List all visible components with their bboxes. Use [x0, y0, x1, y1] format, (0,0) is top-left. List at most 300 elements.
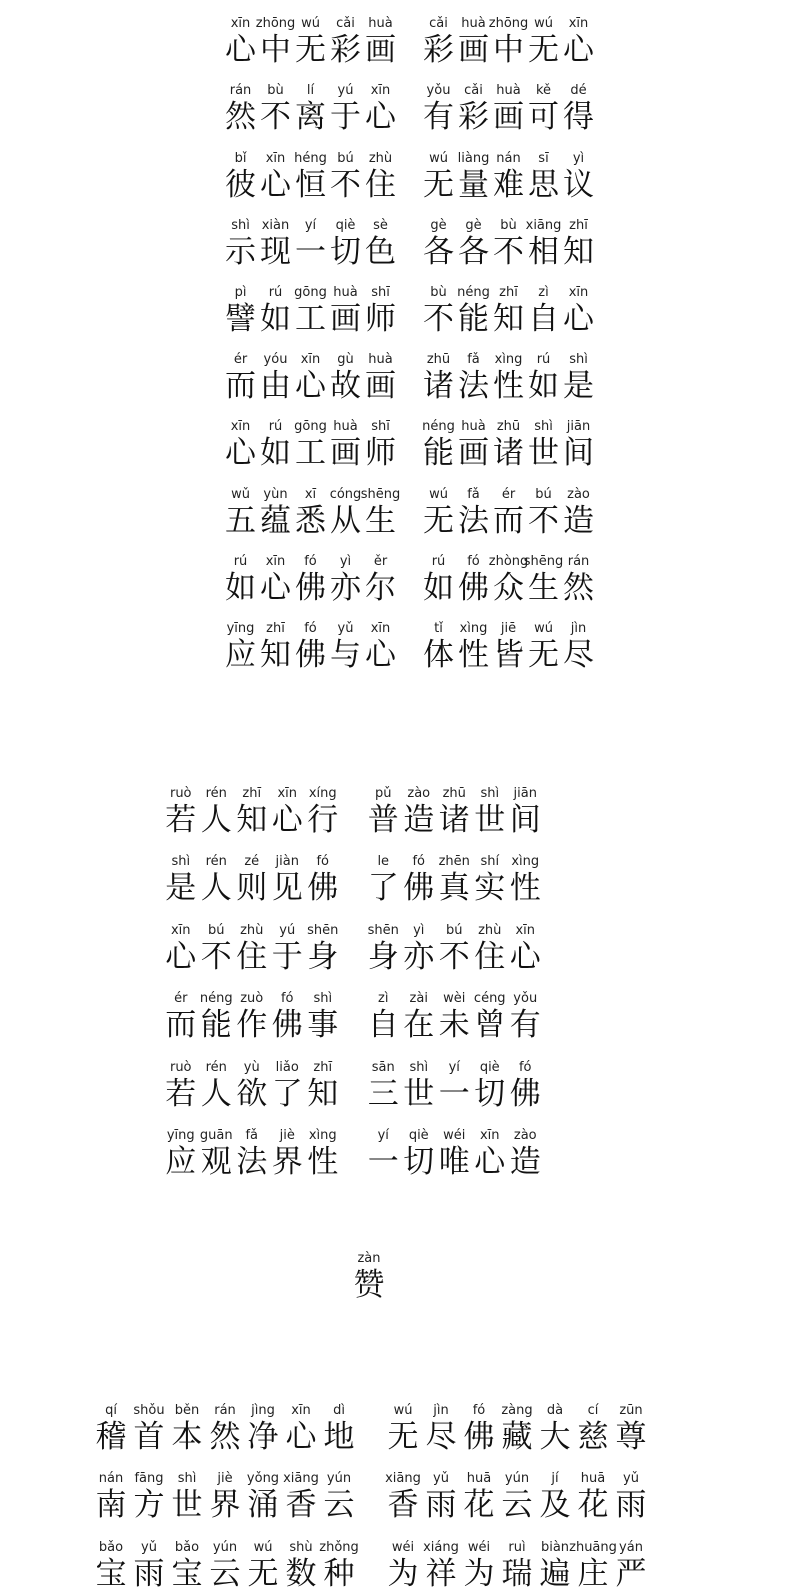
hanzi: 稽 [95, 1418, 127, 1455]
pinyin: fó [412, 854, 426, 869]
verse-phrase [163, 787, 341, 839]
hanzi: 知 [307, 1075, 339, 1112]
pinyin: xíng [308, 785, 337, 801]
verse-phrase [384, 1404, 650, 1456]
hanzi: 了 [367, 870, 399, 906]
hanzi: 地 [323, 1418, 355, 1455]
hanzi: 及 [539, 1487, 571, 1523]
hanzi: 彩 [330, 32, 361, 69]
verse-phrase [366, 992, 544, 1044]
pinyin: sè [373, 217, 388, 233]
pinyin: fó [304, 553, 317, 569]
hanzi: 心 [225, 32, 256, 69]
hanzi: 故 [330, 368, 361, 405]
pinyin: gōng [294, 284, 327, 300]
verse-char [223, 622, 258, 674]
hanzi: 佛 [271, 1007, 303, 1043]
verse-char [574, 1404, 612, 1456]
verse-line [163, 1044, 543, 1113]
verse-char [223, 286, 258, 338]
verse-char [526, 353, 561, 405]
pinyin: guān [199, 1128, 233, 1143]
verse-char [526, 622, 561, 674]
verse-char [491, 219, 526, 271]
hanzi: 为 [387, 1555, 419, 1592]
verse-char [401, 1129, 437, 1181]
verse-line [163, 907, 543, 976]
verse-char [305, 787, 341, 839]
verse-phrase [421, 219, 596, 271]
pinyin: běn [174, 1402, 200, 1418]
verse-phrase [421, 286, 596, 338]
pinyin: xiāng [525, 217, 562, 233]
pinyin: dì [333, 1402, 345, 1418]
verse-char [293, 84, 328, 136]
pinyin: ěr [373, 553, 388, 569]
hanzi: 知 [493, 300, 524, 337]
verse-char [328, 219, 363, 271]
verse-char [163, 1129, 199, 1181]
pinyin: nán [98, 1471, 124, 1486]
verse-char [366, 1061, 402, 1113]
hanzi: 与 [330, 636, 361, 673]
verse-char [612, 1404, 650, 1456]
verse-line [223, 405, 596, 472]
hanzi: 心 [295, 368, 326, 405]
verse-phrase [223, 353, 398, 405]
hanzi: 身 [307, 938, 339, 975]
hanzi: 了 [271, 1075, 303, 1112]
hanzi: 然 [225, 99, 256, 136]
verse-char [456, 286, 491, 338]
hanzi: 涌 [247, 1487, 279, 1523]
pinyin: zhōng [255, 16, 296, 32]
pinyin: rén [205, 785, 227, 801]
hanzi: 无 [247, 1555, 279, 1592]
hanzi: 知 [236, 801, 268, 838]
verse-char [328, 84, 363, 136]
pinyin: néng [199, 991, 233, 1006]
verse-char [258, 152, 293, 204]
hanzi: 工 [295, 300, 326, 337]
verse-char [168, 1541, 206, 1593]
hanzi: 尽 [425, 1418, 457, 1455]
hanzi: 界 [209, 1487, 241, 1523]
hanzi: 花 [463, 1487, 495, 1523]
pinyin: xìng [459, 620, 488, 636]
verse-phrase [421, 17, 596, 69]
verse-stanza-2 [163, 770, 543, 1181]
verse-phrase [366, 1061, 544, 1113]
pinyin: yóu [263, 352, 288, 368]
pinyin: gù [337, 352, 354, 368]
verse-char [293, 286, 328, 338]
verse-char [163, 924, 199, 976]
hanzi: 如 [528, 368, 559, 405]
hanzi: 离 [295, 99, 326, 136]
verse-char [282, 1541, 320, 1593]
verse-char [421, 353, 456, 405]
pinyin: yīng [226, 620, 255, 636]
verse-char [328, 488, 363, 540]
hanzi: 知 [260, 636, 291, 673]
verse-phrase [223, 555, 398, 607]
pinyin: shì [177, 1471, 197, 1486]
pinyin: rán [214, 1402, 236, 1418]
hanzi: 一 [295, 233, 326, 270]
hanzi: 现 [260, 233, 291, 270]
hanzi: 住 [236, 938, 268, 975]
hanzi: 心 [260, 569, 291, 606]
verse-phrase [163, 1061, 341, 1113]
verse-char [223, 353, 258, 405]
verse-char [270, 1061, 306, 1113]
hanzi: 可 [528, 99, 559, 136]
verse-char [472, 855, 508, 907]
verse-char [320, 1472, 358, 1524]
verse-char [498, 1541, 536, 1593]
verse-char [508, 924, 544, 976]
hanzi: 有 [423, 99, 454, 136]
verse-char [363, 622, 398, 674]
verse-char [526, 152, 561, 204]
verse-char [460, 1404, 498, 1456]
pinyin: zhū [442, 785, 466, 801]
pinyin: rén [205, 1059, 227, 1075]
pinyin: xìng [494, 352, 523, 368]
verse-char [168, 1404, 206, 1456]
verse-char [234, 924, 270, 976]
pinyin: wèi [443, 991, 466, 1006]
hanzi: 性 [493, 368, 524, 405]
verse-char [293, 420, 328, 472]
hanzi: 庄 [577, 1555, 609, 1592]
verse-char [258, 488, 293, 540]
hanzi: 雨 [615, 1487, 647, 1523]
hanzi: 而 [225, 368, 256, 405]
verse-stanza-1 [223, 2, 596, 674]
verse-char [491, 84, 526, 136]
hanzi: 三 [367, 1075, 399, 1112]
verse-char [328, 286, 363, 338]
pinyin: gè [465, 217, 482, 233]
hanzi: 佛 [295, 569, 326, 606]
pinyin: zhī [569, 217, 588, 233]
hanzi: 于 [330, 99, 361, 136]
hanzi: 不 [330, 166, 361, 203]
hanzi: 首 [133, 1418, 165, 1455]
verse-char [363, 17, 398, 69]
verse-char [561, 84, 596, 136]
pinyin: zhū [426, 352, 451, 368]
verse-char [320, 1404, 358, 1456]
pinyin: wú [534, 620, 553, 636]
hanzi: 种 [323, 1555, 355, 1592]
verse-char [328, 152, 363, 204]
pinyin: bǎo [174, 1539, 200, 1555]
verse-char [328, 353, 363, 405]
pinyin: zào [513, 1128, 537, 1143]
verse-phrase [223, 486, 401, 540]
verse-line [223, 607, 596, 674]
pinyin: tǐ [434, 620, 443, 636]
hanzi: 无 [423, 502, 454, 539]
pinyin: huà [461, 16, 486, 32]
hanzi: 心 [271, 801, 303, 838]
hanzi: 知 [563, 233, 594, 270]
verse-char [258, 353, 293, 405]
pinyin: yí [448, 1059, 460, 1075]
verse-char [421, 420, 456, 472]
hanzi: 不 [260, 99, 291, 136]
pinyin: qiè [408, 1128, 429, 1143]
pinyin: fó [467, 553, 480, 569]
verse-char [422, 1472, 460, 1524]
pinyin: fó [472, 1402, 486, 1418]
verse-char [199, 1129, 235, 1181]
hanzi: 无 [295, 32, 326, 69]
hanzi: 自 [367, 1007, 399, 1043]
pinyin: shì [313, 991, 333, 1006]
pinyin: dà [546, 1402, 564, 1418]
pinyin: jiè [279, 1128, 295, 1143]
pinyin: shì [480, 785, 500, 801]
verse-char [569, 1539, 617, 1593]
verse-phrase [384, 1541, 650, 1593]
hanzi: 中 [260, 32, 291, 69]
hanzi: 花 [577, 1487, 609, 1523]
verse-char [491, 353, 526, 405]
hanzi: 世 [403, 1075, 435, 1112]
hanzi: 性 [458, 636, 489, 673]
pinyin: bù [430, 284, 447, 300]
verse-char [270, 1129, 306, 1181]
verse-char [456, 152, 491, 204]
verse-char [293, 17, 328, 69]
verse-char [561, 152, 596, 204]
verse-char [491, 152, 526, 204]
pinyin: yì [413, 922, 425, 938]
pinyin: shēn [367, 922, 399, 938]
pinyin: cǎi [429, 16, 448, 32]
verse-char [223, 488, 258, 540]
pinyin: yún [212, 1539, 238, 1555]
pinyin: zhī [266, 620, 285, 636]
pinyin: jí [551, 1471, 559, 1486]
verse-char [305, 924, 341, 976]
verse-char [305, 992, 341, 1044]
verse-char [293, 622, 328, 674]
pinyin: zhuāng [569, 1539, 617, 1555]
pinyin: wéi [443, 1128, 466, 1143]
pinyin: jiàn [275, 854, 299, 869]
pinyin: zhī [499, 284, 518, 300]
pinyin: rú [536, 352, 551, 368]
hanzi: 不 [528, 502, 559, 539]
hanzi: 画 [493, 99, 524, 136]
pinyin: yǔ [623, 1471, 639, 1486]
hanzi: 住 [474, 938, 506, 975]
verse-char [223, 152, 258, 204]
hanzi: 画 [458, 32, 489, 69]
verse-line [163, 976, 543, 1045]
verse-char [206, 1541, 244, 1593]
verse-char [328, 555, 363, 607]
hanzi: 世 [528, 435, 559, 472]
verse-line [223, 540, 596, 607]
hanzi: 观 [200, 1144, 232, 1180]
verse-char [421, 555, 456, 607]
pinyin: cóng [329, 486, 362, 502]
verse-char [421, 488, 456, 540]
pinyin: xiāng [283, 1471, 319, 1486]
pinyin: rú [431, 553, 446, 569]
hanzi: 于 [271, 938, 303, 975]
hanzi: 心 [563, 300, 594, 337]
verse-char [401, 1061, 437, 1113]
pinyin: rú [268, 284, 283, 300]
hanzi: 本 [171, 1418, 203, 1455]
hanzi: 如 [260, 435, 291, 472]
hanzi: 云 [323, 1487, 355, 1523]
verse-char [488, 16, 529, 69]
pinyin: shēng [360, 486, 401, 502]
verse-char [456, 622, 491, 674]
pinyin: xīn [265, 150, 286, 166]
pinyin: wú [429, 486, 448, 502]
verse-phrase [421, 353, 596, 405]
verse-char [421, 17, 456, 69]
hanzi: 量 [458, 166, 489, 203]
verse-char [612, 1541, 650, 1593]
verse-phrase [366, 787, 544, 839]
hanzi: 若 [165, 801, 197, 838]
pinyin: xīn [568, 16, 589, 32]
verse-char [305, 1129, 341, 1181]
hanzi: 世 [171, 1487, 203, 1523]
verse-line [223, 472, 596, 539]
verse-char [223, 84, 258, 136]
verse-char [456, 488, 491, 540]
verse-char [472, 1061, 508, 1113]
hanzi: 佛 [463, 1418, 495, 1455]
pinyin: zuò [240, 991, 264, 1006]
hanzi: 方 [133, 1487, 165, 1523]
verse-phrase [223, 622, 398, 674]
verse-char [206, 1472, 244, 1524]
verse-char [270, 787, 306, 839]
hanzi: 佛 [307, 870, 339, 906]
pinyin: huā [580, 1471, 606, 1486]
verse-char [244, 1472, 282, 1524]
verse-char [456, 420, 491, 472]
pinyin: bú [446, 922, 463, 938]
pinyin: shì [231, 217, 250, 233]
hanzi: 佛 [295, 636, 326, 673]
verse-char [258, 219, 293, 271]
hanzi: 中 [493, 32, 524, 69]
zan-char [349, 1252, 389, 1304]
pinyin: pǔ [375, 785, 392, 801]
pinyin: zhī [242, 785, 262, 801]
verse-char [456, 17, 491, 69]
verse-char [163, 1061, 199, 1113]
pinyin: xī [304, 486, 317, 502]
verse-char [488, 553, 529, 607]
verse-line [223, 136, 596, 203]
verse-char [163, 992, 199, 1044]
pinyin: huà [368, 16, 393, 32]
pinyin: zhù [240, 922, 264, 938]
verse-char [328, 622, 363, 674]
pinyin: fó [518, 1059, 532, 1075]
verse-char [401, 924, 437, 976]
verse-char [282, 1404, 320, 1456]
pinyin: zì [538, 284, 549, 300]
verse-char [92, 1541, 130, 1593]
verse-char [199, 855, 235, 907]
verse-char [421, 84, 456, 136]
pinyin: qiè [479, 1059, 500, 1075]
hanzi: 彼 [225, 166, 256, 203]
hanzi: 曾 [474, 1007, 506, 1043]
hanzi: 诸 [438, 801, 470, 838]
pinyin: fó [304, 620, 317, 636]
pinyin: zé [244, 854, 260, 869]
verse-char [491, 622, 526, 674]
verse-char [508, 1061, 544, 1113]
pinyin: fǎ [245, 1128, 259, 1143]
hanzi: 人 [200, 870, 232, 906]
verse-char [328, 420, 363, 472]
verse-phrase [92, 1472, 358, 1524]
verse-char [258, 420, 293, 472]
pinyin: xiàn [261, 217, 290, 233]
hanzi: 皆 [493, 636, 524, 673]
verse-line [163, 770, 543, 839]
hanzi: 心 [365, 99, 396, 136]
verse-char [130, 1472, 168, 1524]
verse-phrase [223, 286, 398, 338]
verse-phrase [163, 992, 341, 1044]
verse-char [282, 1472, 320, 1524]
pinyin: xīn [170, 922, 191, 938]
verse-char [363, 555, 398, 607]
hanzi: 则 [236, 870, 268, 906]
verse-phrase [223, 84, 398, 136]
pinyin: zūn [619, 1402, 643, 1418]
hanzi: 切 [330, 233, 361, 270]
verse-char [258, 84, 293, 136]
verse-char [384, 1404, 422, 1456]
verse-char [363, 219, 398, 271]
verse-char [561, 286, 596, 338]
pinyin: shí [480, 854, 500, 869]
hanzi: 色 [365, 233, 396, 270]
hanzi: 蕴 [260, 502, 291, 539]
hanzi: 不 [438, 938, 470, 975]
pinyin: bǎo [98, 1539, 124, 1555]
pinyin: zào [567, 486, 590, 502]
pinyin: lí [306, 83, 315, 99]
pinyin: bú [208, 922, 225, 938]
verse-char [491, 420, 526, 472]
verse-char [363, 286, 398, 338]
pinyin: yǔ [141, 1539, 157, 1555]
verse-phrase [366, 924, 544, 976]
pinyin: wéi [391, 1539, 415, 1555]
hanzi: 真 [438, 870, 470, 906]
